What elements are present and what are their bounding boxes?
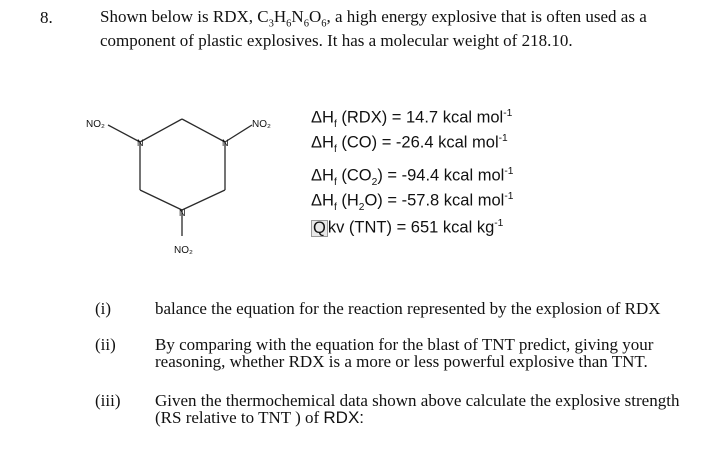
q-highlight: Q bbox=[313, 218, 326, 237]
part-number: (ii) bbox=[95, 335, 116, 354]
no2-bottom-label: NO₂ bbox=[174, 245, 193, 256]
formula-c: C bbox=[257, 7, 269, 26]
sub-f: f bbox=[333, 143, 337, 155]
bond-n-no2-right bbox=[225, 125, 252, 142]
thermo-text: (RDX) = 14.7 kcal mol bbox=[336, 108, 504, 127]
unit-exponent: -1 bbox=[494, 218, 504, 229]
thermo-text: (CO) = -26.4 kcal mol bbox=[336, 133, 499, 152]
part-text: balance the equation for the reaction represented by the explosion of RDX bbox=[155, 299, 661, 318]
intro-after-formula: , a high energy explosive that is often used as a component of plastic explosives. It has a molecular weight of 218.10. bbox=[100, 7, 647, 51]
formula-c-count: 3 bbox=[268, 18, 274, 30]
thermo-row-co2 bbox=[311, 166, 513, 188]
bond-top-right bbox=[182, 119, 225, 142]
formula-h-count: 6 bbox=[286, 18, 292, 30]
thermo-text-after: O) = -57.8 kcal mol bbox=[364, 191, 505, 210]
part-text-main: Given the thermochemical data shown above calculate the explosive strength (RS relative to TNT ) of bbox=[155, 391, 680, 427]
species-subscript: 2 bbox=[371, 176, 378, 188]
part-text: By comparing with the equation for the blast of TNT predict, giving your reasoning, whether RDX is a more or less powerful explosive than TNT. bbox=[155, 335, 654, 371]
part-text-rdx: RDX: bbox=[323, 408, 365, 427]
delta-h: ΔH bbox=[311, 133, 334, 152]
thermo-row-co bbox=[311, 133, 508, 155]
question-number: 8. bbox=[40, 8, 53, 27]
ring-bonds bbox=[108, 119, 252, 236]
thermo-text: kv (TNT) = 651 kcal kg bbox=[327, 218, 495, 237]
part-number: (i) bbox=[95, 299, 112, 318]
no2-right-label: NO₂ bbox=[252, 119, 271, 130]
thermo-text-after: ) = -94.4 kcal mol bbox=[377, 166, 505, 185]
formula-h: H bbox=[273, 7, 287, 26]
bond-top-left bbox=[140, 119, 182, 142]
thermo-text: (H bbox=[336, 191, 359, 210]
unit-exponent: -1 bbox=[503, 108, 513, 119]
thermo-row-rdx bbox=[311, 108, 512, 130]
thermo-row-qkv bbox=[311, 218, 503, 238]
n-bottom-label: N bbox=[179, 208, 186, 218]
sub-f: f bbox=[333, 201, 337, 213]
question-intro bbox=[100, 8, 690, 49]
n-left-label: N bbox=[137, 138, 144, 148]
formula-n-count: 6 bbox=[303, 18, 309, 30]
unit-exponent: -1 bbox=[504, 166, 514, 177]
formula-o-count: 6 bbox=[321, 18, 327, 30]
formula-n: N bbox=[291, 7, 304, 26]
unit-exponent: -1 bbox=[498, 133, 508, 144]
thermo-row-h2o bbox=[311, 191, 513, 213]
delta-h: ΔH bbox=[311, 191, 334, 210]
part-number: (iii) bbox=[95, 391, 121, 410]
intro-before-formula: Shown below is RDX, bbox=[100, 7, 258, 26]
bond-bottom-right bbox=[182, 190, 225, 210]
sub-f: f bbox=[333, 118, 337, 130]
n-right-label: N bbox=[222, 138, 229, 148]
species-subscript: 2 bbox=[358, 201, 365, 213]
formula-o: O bbox=[308, 7, 322, 26]
delta-h: ΔH bbox=[311, 166, 334, 185]
delta-h: ΔH bbox=[311, 108, 334, 127]
sub-f: f bbox=[333, 176, 337, 188]
part-text bbox=[155, 392, 695, 426]
bond-bottom-left bbox=[140, 190, 182, 210]
rdx-structure-diagram bbox=[80, 100, 280, 270]
no2-left-label: NO₂ bbox=[86, 119, 105, 130]
rdx-formula bbox=[257, 7, 327, 30]
unit-exponent: -1 bbox=[504, 191, 514, 202]
thermo-text: (CO bbox=[336, 166, 372, 185]
bond-n-no2-left bbox=[108, 125, 140, 142]
